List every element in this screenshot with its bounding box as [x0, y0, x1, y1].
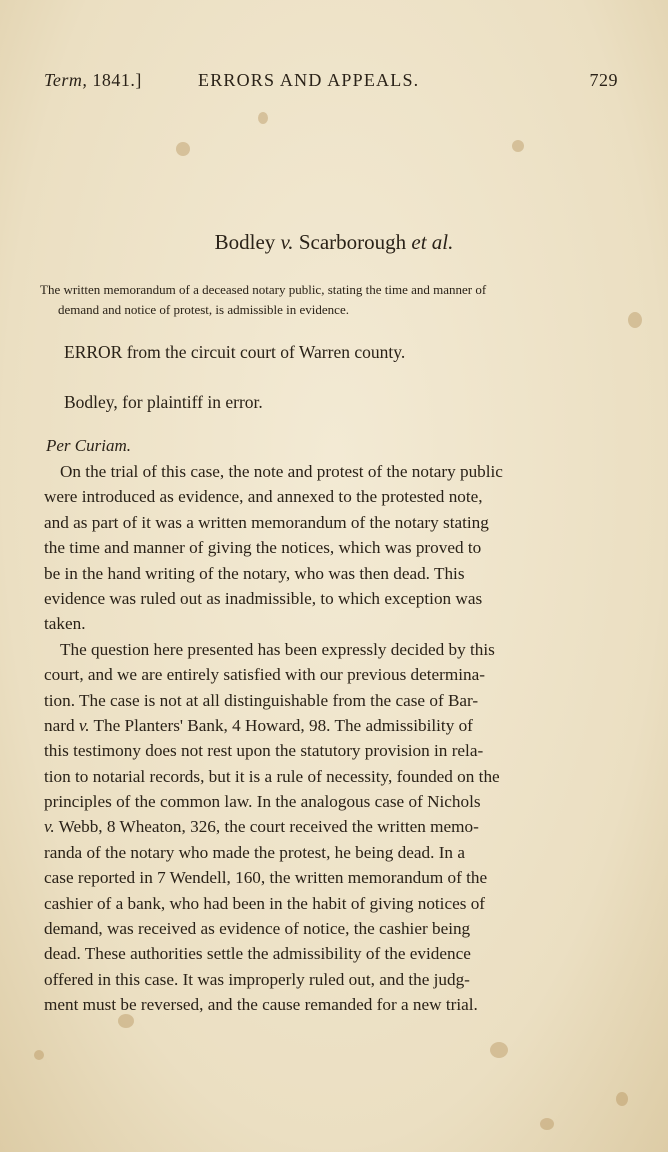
- party-2: Scarborough: [298, 230, 407, 254]
- term-word: Term,: [44, 70, 88, 90]
- versus: v.: [78, 715, 90, 735]
- versus: v.: [280, 230, 294, 254]
- opinion-line: [44, 814, 619, 839]
- opinion-line: The question here presented has been expressly decided by this: [60, 639, 495, 659]
- foxing-spot: [628, 312, 642, 328]
- opinion-line: dead. These authorities settle the admissibility of the evidence: [44, 944, 471, 964]
- opinion-line: and as part of it was a written memorandum of the notary stating: [44, 512, 489, 532]
- running-title: ERRORS AND APPEALS.: [198, 70, 420, 90]
- error-line: ERROR from the circuit court of Warren county.: [64, 342, 406, 362]
- running-header: [44, 70, 618, 94]
- foxing-spot: [616, 1092, 628, 1106]
- counsel-line: Bodley, for plaintiff in error.: [64, 392, 263, 412]
- opinion-line: taken.: [44, 614, 86, 634]
- opinion-line: this testimony does not rest upon the statutory provision in rela-: [44, 741, 484, 761]
- opinion-line: evidence was ruled out as inadmissible, to which exception was: [44, 588, 483, 608]
- foxing-spot: [258, 112, 268, 124]
- opinion-line: randa of the notary who made the protest, he being dead. In a: [44, 842, 465, 862]
- foxing-spot: [490, 1042, 508, 1058]
- opinion-line: court, and we are entirely satisfied with our previous determina-: [44, 665, 485, 685]
- opinion-line: case reported in 7 Wendell, 160, the written memorandum of the: [44, 868, 488, 888]
- syllabus-line: demand and notice of protest, is admissible in evidence.: [58, 302, 349, 317]
- line-text: The Planters' Bank, 4 Howard, 98. The admissibility of: [89, 715, 473, 735]
- opinion-line: ment must be reversed, and the cause remanded for a new trial.: [44, 995, 478, 1015]
- page-number: 729: [589, 70, 618, 90]
- party-1: Bodley: [214, 230, 276, 254]
- foxing-spot: [176, 142, 190, 156]
- opinion-line: the time and manner of giving the notices, which was proved to: [44, 538, 482, 558]
- opinion-line: be in the hand writing of the notary, who was then dead. This: [44, 563, 465, 583]
- opinion-line: tion. The case is not at all distinguishable from the case of Bar-: [44, 690, 479, 710]
- opinion-line: were introduced as evidence, and annexed to the protested note,: [44, 487, 483, 507]
- opinion-text: [44, 459, 619, 1018]
- foxing-spot: [540, 1118, 554, 1130]
- versus: v.: [44, 817, 55, 837]
- opinion-line: offered in this case. It was improperly ruled out, and the judg-: [44, 969, 470, 989]
- case-title: [0, 230, 668, 255]
- foxing-spot: [512, 140, 524, 152]
- opinion-line: demand, was received as evidence of notice, the cashier being: [44, 919, 471, 939]
- opinion-line: cashier of a bank, who had been in the habit of giving notices of: [44, 893, 486, 913]
- opinion-line: On the trial of this case, the note and protest of the notary public: [60, 462, 503, 481]
- opinion-line: [44, 713, 619, 738]
- et-al: et al.: [411, 230, 454, 254]
- foxing-spot: [34, 1050, 44, 1060]
- header-term: [44, 70, 142, 91]
- opinion-line: principles of the common law. In the analogous case of Nichols: [44, 792, 481, 812]
- term-year: 1841.]: [92, 70, 142, 90]
- opinion-line: tion to notarial records, but it is a rule of necessity, founded on the: [44, 766, 500, 786]
- line-text: nard: [44, 715, 79, 735]
- syllabus: [40, 280, 620, 320]
- syllabus-line: The written memorandum of a deceased notary public, stating the time and manner of: [40, 282, 487, 297]
- per-curiam-heading: Per Curiam.: [46, 436, 131, 455]
- line-text: Webb, 8 Wheaton, 326, the court received the written memo-: [54, 817, 479, 837]
